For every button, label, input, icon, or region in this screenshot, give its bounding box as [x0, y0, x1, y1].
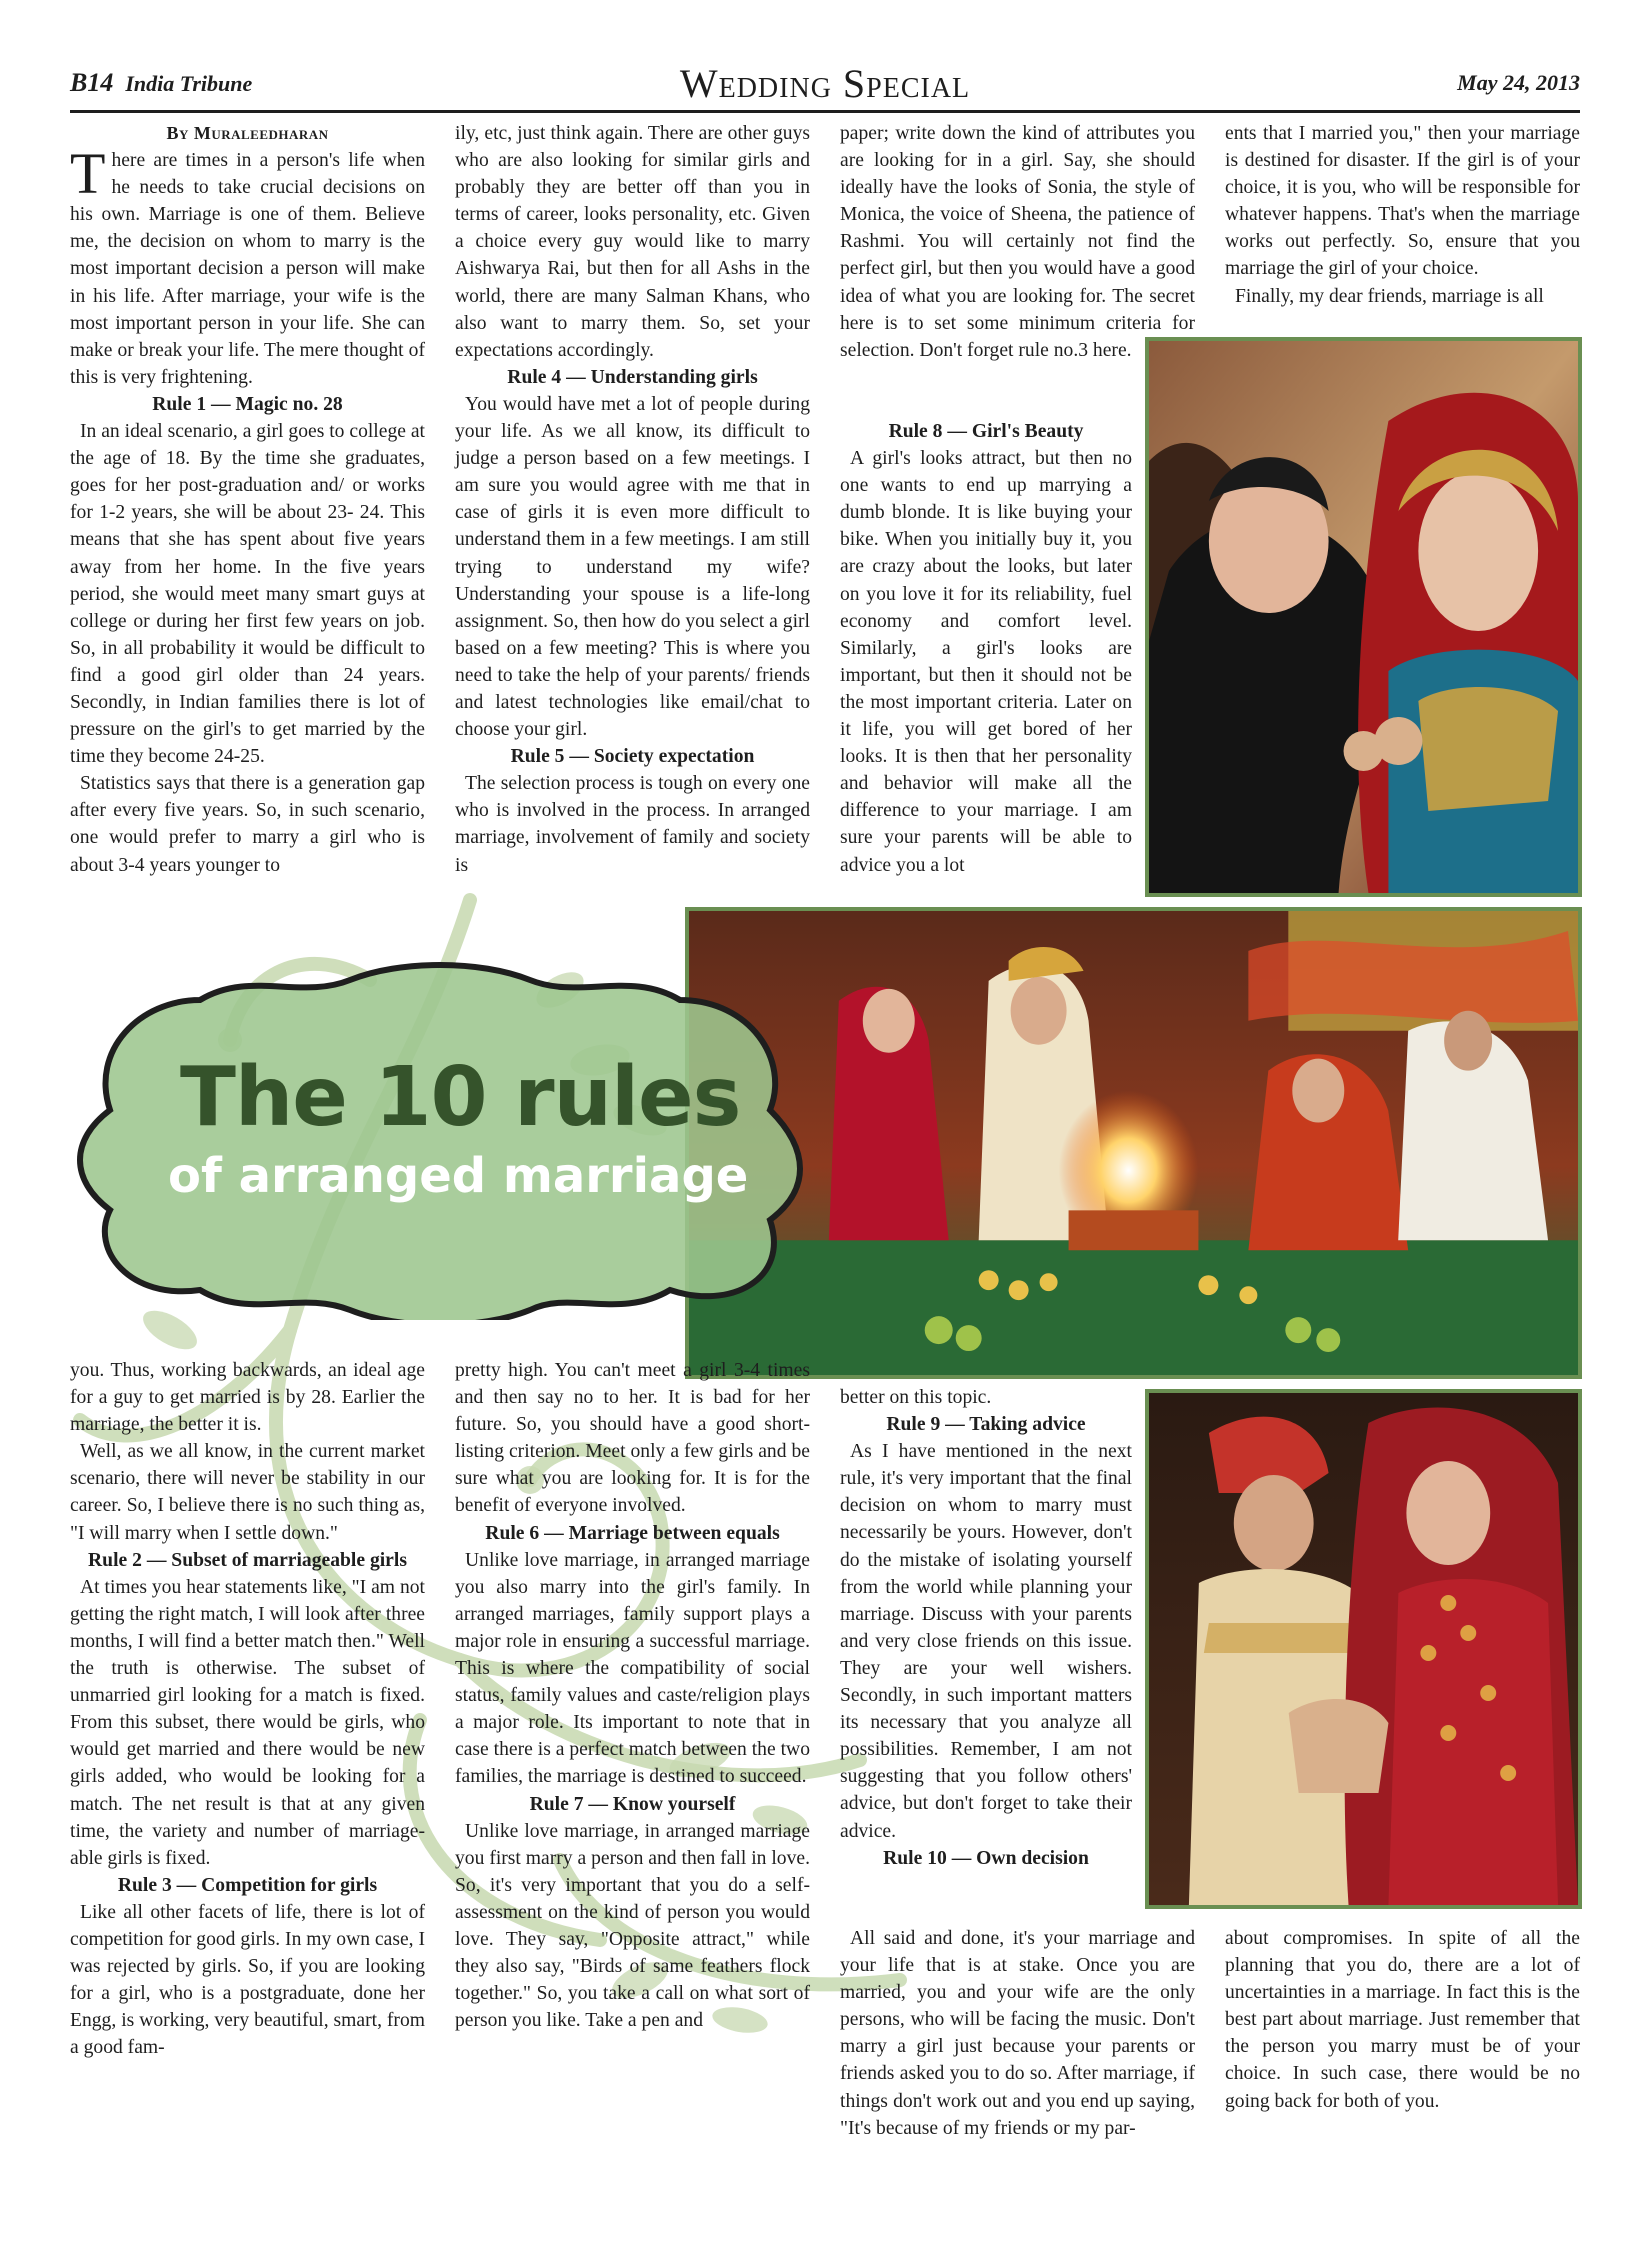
- paragraph: All said and done, it's your marriage and your life that is at stake. Once you are married, you and your wife are the only persons, who will be facing the music. Don't marry a girl just because your parents or friends asked you to do so. After marriage, if things don't work out and you end up saying, "It's because of my friends or my par-: [840, 1928, 1195, 2139]
- column-3-bottom-wide: [840, 1925, 1195, 2142]
- paragraph: about compromises. In spite of all the planning that you do, there are a lot of uncertainties in a marriage. In fact this is the best part about marriage. Just remember that the person you marry must be of your choice. In such case, there would be no going back for both of you.: [1225, 1928, 1580, 2112]
- rule-3-heading: Rule 3 — Competition for girls: [117, 1874, 378, 1896]
- column-4-top: [1225, 120, 1580, 310]
- paragraph: ily, etc, just think again. There are other guys who are also looking for similar girls and probably they are better off than you in terms of career, looks personality, etc. Given a choice every guy would like to marry Aishwarya Rai, but then for all Ashs in the world, there are many Salman Khans, who also want to marry them. So, set your expectations accordingly.: [455, 123, 810, 361]
- paragraph: ents that I married you," then your marriage is destined for disaster. If the girl is of your choice, it is you, who will be responsible for whatever happens. That's when the marriage works out perfectly. So, ensure that you marriage the girl of your choice.: [1225, 123, 1580, 280]
- photo-bride-groom-art: [1149, 1393, 1578, 1905]
- page-id: B14: [70, 68, 114, 97]
- photo-bride-groom: [1145, 1389, 1582, 1909]
- rule-1-heading: Rule 1 — Magic no. 28: [152, 393, 343, 415]
- paragraph: As I have mentioned in the next rule, it's very important that the final decision on whom to marry must necessarily be yours. However, don't do the mistake of isolating yourself from the world while planning your marriage. Discuss with your parents and very close friends on this issue. They are your well wishers. Secondly, in such important matters its necessary that you analyze all possibilities. Remember, I am not suggesting that you follow others' advice, but don't forget to take their advice.: [840, 1441, 1132, 1842]
- paragraph: In an ideal scenario, a girl goes to college at the age of 18. By the time she graduates, goes for her post-graduation and/ or works for 1-2 years, she will be about 23- 24. This means that she has spent about five years away from her home. In the five years period, she would meet many smart guys at college or during her first few years on job. So, in all probability it would be difficult to find a good girl older than 24 years. Secondly, in Indian families there is lot of pressure on the girl's to get married by the time they become 24-25.: [70, 421, 425, 768]
- column-3-top-narrow: [840, 418, 1132, 879]
- paragraph: Well, as we all know, in the current market scenario, there will never be stability in our career. So, I believe there is no such thing as, "I will marry when I settle down.": [70, 1441, 425, 1544]
- paragraph: A girl's looks attract, but then no one wants to end up marrying a dumb blonde. It is like buying your bike. When you initially buy it, you are crazy about the looks, but later on you love it for its reliability, fuel economy and comfort level. Similarly, a girl's looks are important, but then it should not be the most important criteria. Later on it life, you will get bored of her looks. It is then that her personality and behavior will make all the difference to your marriage. I am sure your parents will be able to advice you a lot: [840, 448, 1132, 876]
- paragraph: [840, 120, 1195, 364]
- paragraph-text: paper; write down the kind of attributes you are looking for in a girl. Say, she should ideally have the looks of Sonia, the style of Monica, the voice of Sheena, the patience of Rashmi. You will certainly not find the perfect girl, but then you would have a good idea of what you are looking for. The secret here is to set some minimum criteria for selection. Don't forget rule no.3 here.: [840, 123, 1195, 361]
- rule-8-heading: Rule 8 — Girl's Beauty: [888, 421, 1084, 442]
- paragraph: better on this topic.: [840, 1387, 992, 1408]
- photo-couple-ring-art: [1149, 341, 1578, 893]
- column-2-bottom: [455, 1357, 810, 2034]
- rule-10-heading: Rule 10 — Own decision: [883, 1847, 1089, 1869]
- sub-headline: of arranged marriage: [168, 1148, 749, 1204]
- column-2-top: [455, 120, 810, 879]
- publication-name: India Tribune: [125, 71, 253, 96]
- rule-9-heading: Rule 9 — Taking advice: [886, 1414, 1086, 1436]
- paragraph: Like all other facets of life, there is lot of competition for good girls. In my own case, I was rejected by girls. So, if you are looking for a girl, who is a postgraduate, done her Engg, is working, very beautiful, smart, from a good fam-: [70, 1901, 425, 2059]
- column-3-bottom: [840, 1384, 1132, 1872]
- rule-6-heading: Rule 6 — Marriage between equals: [485, 1522, 780, 1544]
- photo-couple-ring: [1145, 337, 1582, 897]
- column-4-bottom: [1225, 1925, 1580, 2115]
- paragraph: pretty high. You can't meet a girl 3-4 times and then say no to her. It is bad for her future. So, you should have a good short-listing criterion. Meet only a few girls and be sure what you are looking for. It is for the benefit of everyone involved.: [455, 1360, 810, 1517]
- intro-paragraph: [70, 141, 425, 391]
- headline: The 10 rules: [180, 1050, 741, 1145]
- header-rule: [70, 110, 1580, 113]
- drop-cap: T: [70, 141, 106, 207]
- paragraph: you. Thus, working backwards, an ideal age for a guy to get married is by 28. Earlier the marriage, the better it is.: [70, 1360, 425, 1436]
- rule-2-heading: Rule 2 — Subset of marriageable girls: [88, 1549, 407, 1571]
- column-1-bottom: [70, 1357, 425, 2061]
- paragraph: At times you hear statements like, "I am not getting the right match, I will look after three months, I will find a better match then." Well the truth is otherwise. The subset of unmarried girl looking for a match is fixed. From this subset, there would be girls, who would get married and there would be new girls added, who would be looking for a match. The net result is that at any given time, the variety and number of marriage-able girls is fixed.: [70, 1576, 425, 1869]
- intro-text: here are times in a person's life when he needs to take crucial decisions on his own. Marriage is one of them. Believe me, the decision on whom to marry is the most important decision a person will make in his life. After marriage, your wife is the most important person in your life. She can make or break your life. The mere thought of this is very frightening.: [70, 150, 425, 388]
- paragraph: Statistics says that there is a generation gap after every five years. So, in such scenario, one would prefer to marry a girl who is about 3-4 years younger to: [70, 773, 425, 876]
- column-3-top: [840, 120, 1195, 364]
- rule-4-heading: Rule 4 — Understanding girls: [507, 366, 758, 388]
- rule-7-heading: Rule 7 — Know yourself: [529, 1793, 736, 1815]
- paragraph: Finally, my dear friends, marriage is all: [1235, 285, 1544, 307]
- column-1-top: [70, 120, 425, 879]
- rule-5-heading: Rule 5 — Society expectation: [510, 746, 755, 768]
- section-title: Wedding Special: [679, 61, 971, 106]
- byline: By Muraleedharan: [166, 123, 329, 143]
- issue-date: May 24, 2013: [1457, 70, 1580, 95]
- paragraph: You would have met a lot of people during your life. As we all know, its difficult to judge a person based on a few meetings. I am sure you would agree with me that in case of girls it is even more difficult to understand them in a few meetings. I am still trying to understand my wife? Understanding your spouse is a life-long assignment. So, then how do you select a girl based on a few meeting? This is where you need to take the help of your parents/ friends and latest technologies like email/chat to choose your girl.: [455, 393, 810, 741]
- paragraph: Unlike love marriage, in arranged marriage you also marry into the girl's family. In arranged marriages, family support plays a major role in ensuring a successful marriage. This is where the compatibility of social status, family values and caste/religion plays a major role. Its important to note that in case there is a perfect match between the two families, the marriage is destined to succeed.: [455, 1549, 810, 1788]
- paragraph: The selection process is tough on every one who is involved in the process. In arranged marriage, involvement of family and society is: [455, 773, 810, 876]
- paragraph: Unlike love marriage, in arranged marriage you first marry a person and then fall in love. So, it's very important that you do a self-assessment on the kind of person you would love. They say, "Opposite attract," while they also say, "Birds of same feathers flock together." So, you take a call on what sort of person you like. Take a pen and: [455, 1820, 810, 2032]
